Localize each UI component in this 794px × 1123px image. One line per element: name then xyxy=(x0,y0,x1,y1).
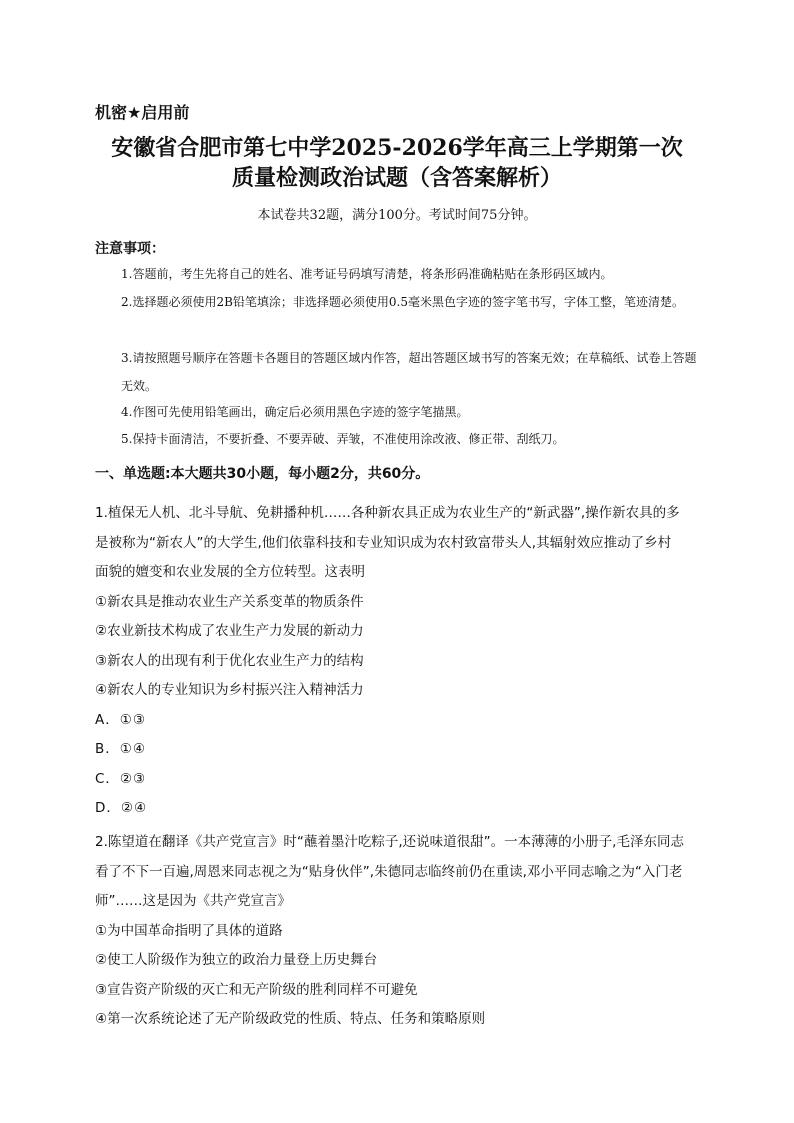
question-stem-line: 2.陈望道在翻译《共产党宣言》时“蘸着墨汁吃粽子,还说味道很甜”。一本薄薄的小册子,毛泽东同志 xyxy=(95,834,684,850)
option-d: D．②④ xyxy=(95,800,148,816)
option-a: A．①③ xyxy=(95,711,146,728)
question-2 xyxy=(95,828,705,1035)
exam-title-line-2: 质量检测政治试题（含答案解析） xyxy=(231,165,562,191)
question-stem-line: 师”……这是因为《共产党宣言》 xyxy=(95,893,291,909)
notice-heading: 注意事项： xyxy=(95,241,165,257)
statement: ②农业新技术构成了农业生产力发展的新动力 xyxy=(95,623,364,639)
notice-item: 5.保持卡面清洁，不要折叠、不要弄破、弄皱，不准使用涂改液、修正带、刮纸刀。 xyxy=(121,432,565,446)
question-stem-line: 1.植保无人机、北斗导航、免耕播种机……各种新农具正成为农业生产的“新武器”,操作新农具的多 xyxy=(95,505,680,521)
statement: ③宣告资产阶级的灭亡和无产阶级的胜利同样不可避免 xyxy=(95,981,418,998)
question-stem-line: 是被称为“新农人”的大学生,他们依靠科技和专业知识成为农村致富带头人,其辐射效应推动了乡村 xyxy=(95,534,672,551)
question-1 xyxy=(95,499,705,824)
statement: ④新农人的专业知识为乡村振兴注入精神活力 xyxy=(95,682,364,698)
exam-info: 本试卷共32题，满分100分。考试时间75分钟。 xyxy=(257,208,537,223)
statement: ③新农人的出现有利于优化农业生产力的结构 xyxy=(95,652,364,669)
statement: ①为中国革命指明了具体的道路 xyxy=(95,922,283,939)
notice-item: 2.选择题必须使用2B铅笔填涂；非选择题必须使用0.5毫米黑色字迹的签字笔书写，字体工整，笔迹清楚。 xyxy=(121,295,684,309)
section-title: 一、单选题:本大题共30小题，每小题2分，共60分。 xyxy=(95,466,430,482)
statement: ④第一次系统论述了无产阶级政党的性质、特点、任务和策略原则 xyxy=(95,1011,486,1027)
confidential-label: 机密★启用前 xyxy=(95,103,190,122)
exam-title-line-1: 安徽省合肥市第七中学2025-2026学年高三上学期第一次 xyxy=(111,135,683,161)
notice-item: 1.答题前，考生先将自己的姓名、准考证号码填写清楚，将条形码准确粘贴在条形码区域内。 xyxy=(121,267,613,281)
notice-item: 4.作图可先使用铅笔画出，确定后必须用黑色字迹的签字笔描黑。 xyxy=(121,405,469,419)
option-c: C．②③ xyxy=(95,770,147,787)
question-stem-line: 面貌的嬗变和农业发展的全方位转型。这表明 xyxy=(95,564,365,580)
statement: ②使工人阶级作为独立的政治力量登上历史舞台 xyxy=(95,952,378,968)
question-stem-line: 看了不下一百遍,周恩来同志视之为“贴身伙伴”,朱德同志临终前仍在重读,邓小平同志喻之为“入门老 xyxy=(95,863,683,880)
notice-item: 3.请按照题号顺序在答题卡各题目的答题区域内作答，超出答题区域书写的答案无效；在草稿纸、试卷上答题无效。 xyxy=(121,351,697,393)
statement: ①新农具是推动农业生产关系变革的物质条件 xyxy=(95,593,364,610)
option-b: B．①④ xyxy=(95,741,146,757)
